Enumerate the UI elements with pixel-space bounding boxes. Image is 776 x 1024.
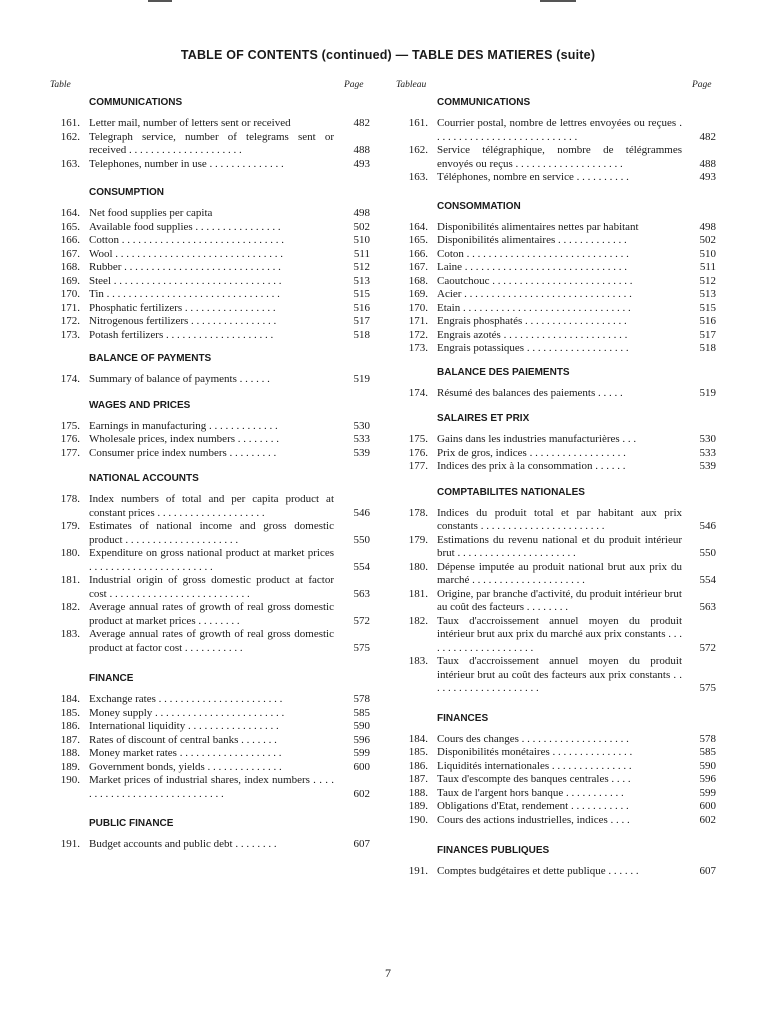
entry-title: Rubber . . . . . . . . . . . . . . . . . . . . . . . . . . . . . xyxy=(89,261,281,273)
table-number: 176. xyxy=(60,433,80,445)
left-table-header: Table xyxy=(50,80,71,90)
toc-entry[interactable] xyxy=(50,221,370,235)
section-heading: COMPTABILITES NATIONALES xyxy=(437,486,585,498)
entry-title: Engrais potassiques . . . . . . . . . . . . . . . . . . . xyxy=(437,342,629,354)
toc-entry[interactable] xyxy=(398,261,716,275)
section-heading: BALANCE DES PAIEMENTS xyxy=(437,366,570,378)
toc-entry[interactable] xyxy=(50,261,370,275)
english-column xyxy=(50,92,370,852)
page-ref: 563 xyxy=(699,601,716,613)
table-number: 189. xyxy=(60,760,80,773)
toc-entry[interactable] xyxy=(50,720,370,734)
toc-entry[interactable] xyxy=(398,248,716,262)
table-number: 174. xyxy=(60,373,80,385)
table-number: 161. xyxy=(408,117,428,129)
toc-entry[interactable] xyxy=(398,865,716,879)
section-heading: FINANCES PUBLIQUES xyxy=(437,845,550,856)
entry-title: Cours des actions industrielles, indices . . . . xyxy=(437,813,630,826)
entry-title: Liquidités internationales . . . . . . . . . . . . . . . xyxy=(437,759,632,772)
toc-section xyxy=(398,484,716,696)
table-number: 168. xyxy=(408,274,428,287)
table-number: 173. xyxy=(408,342,428,354)
entry-title: Taux de l'argent hors banque . . . . . . . . . . . xyxy=(437,786,624,799)
page-ref: 513 xyxy=(699,288,716,300)
toc-entry[interactable] xyxy=(50,433,370,447)
table-number: 188. xyxy=(60,747,80,759)
table-number: 177. xyxy=(60,446,80,459)
toc-entry[interactable] xyxy=(50,117,370,131)
entry-title: Telegraph service, number of telegrams sent or received . . . . . . . . . . . . . . . . . . . . . xyxy=(89,130,334,156)
toc-entry[interactable] xyxy=(398,787,716,801)
toc-entry[interactable] xyxy=(398,760,716,774)
table-number: 172. xyxy=(60,315,80,327)
toc-entry[interactable] xyxy=(398,221,716,235)
entry-title: Cotton . . . . . . . . . . . . . . . . . . . . . . . . . . . . . . xyxy=(89,234,284,246)
table-number: 168. xyxy=(60,261,80,273)
entry-title: Expenditure on gross national product at market prices . . . . . . . . . . . . . . . . . . . . . . . xyxy=(89,547,334,573)
entry-title: Summary of balance of payments . . . . . . xyxy=(89,373,270,385)
page-ref: 554 xyxy=(699,574,716,586)
entry-title: Steel . . . . . . . . . . . . . . . . . . . . . . . . . . . . . . . xyxy=(89,274,282,287)
toc-entry[interactable] xyxy=(398,561,716,588)
table-number: 174. xyxy=(408,386,428,399)
entry-title: Index numbers of total and per capita product at constant prices . . . . . . . . . . . . . . . . . . . . xyxy=(89,493,334,519)
toc-entry[interactable] xyxy=(50,447,370,461)
toc-entry[interactable] xyxy=(398,655,716,696)
table-number: 178. xyxy=(408,506,428,519)
entry-title: Average annual rates of growth of real gross domestic product at factor cost . . . . . . . . . . . xyxy=(89,628,334,654)
entry-title: Wool . . . . . . . . . . . . . . . . . . . . . . . . . . . . . . . xyxy=(89,247,284,260)
toc-entry[interactable] xyxy=(50,838,370,852)
toc-entry[interactable] xyxy=(398,447,716,461)
section-heading: FINANCES xyxy=(437,712,489,724)
table-number: 190. xyxy=(408,813,428,826)
toc-entry[interactable] xyxy=(398,315,716,329)
page-ref: 488 xyxy=(353,144,370,156)
page-ref: 550 xyxy=(699,547,716,559)
table-number: 184. xyxy=(60,693,80,705)
entry-title: Government bonds, yields . . . . . . . . . . . . . . xyxy=(89,760,282,773)
toc-entry[interactable] xyxy=(398,288,716,302)
right-table-header: Tableau xyxy=(396,80,427,90)
right-page-header: Page xyxy=(692,80,712,90)
page-ref: 539 xyxy=(699,460,716,472)
table-number: 162. xyxy=(408,144,428,156)
toc-section xyxy=(50,184,370,342)
entry-title: Estimations du revenu national et du produit intérieur brut . . . . . . . . . . . . . . . . . . . . . . xyxy=(437,533,682,559)
page-title: TABLE OF CONTENTS (continued) — TABLE DES MATIERES (suite) xyxy=(180,48,596,62)
table-number: 182. xyxy=(60,601,80,613)
page-ref: 533 xyxy=(353,433,370,445)
toc-entry[interactable] xyxy=(50,315,370,329)
toc-entry[interactable] xyxy=(398,387,716,401)
toc-entry[interactable] xyxy=(50,707,370,721)
entry-title: Average annual rates of growth of real gross domestic product at market prices . . . . . . . . xyxy=(89,601,334,627)
toc-section xyxy=(50,470,370,655)
toc-entry[interactable] xyxy=(50,761,370,775)
page-ref: 515 xyxy=(699,301,716,314)
entry-title: Letter mail, number of letters sent or received xyxy=(89,117,291,129)
top-rule-left xyxy=(148,0,172,2)
toc-section xyxy=(50,94,370,171)
page-ref: 554 xyxy=(353,560,370,573)
toc-entry[interactable] xyxy=(50,248,370,262)
entry-title: Téléphones, nombre en service . . . . . . . . . . xyxy=(437,171,629,183)
entry-title: Laine . . . . . . . . . . . . . . . . . . . . . . . . . . . . . . xyxy=(437,261,628,273)
page-ref: 563 xyxy=(353,587,370,600)
entry-title: Available food supplies . . . . . . . . . . . . . . . . xyxy=(89,220,281,233)
table-number: 170. xyxy=(60,288,80,300)
page-ref: 572 xyxy=(353,614,370,627)
table-number: 166. xyxy=(60,234,80,246)
table-number: 182. xyxy=(408,614,428,627)
entry-title: Money supply . . . . . . . . . . . . . . . . . . . . . . . . xyxy=(89,706,285,719)
section-heading: BALANCE OF PAYMENTS xyxy=(89,353,212,364)
page-ref: 596 xyxy=(353,733,370,746)
entry-title: Phosphatic fertilizers . . . . . . . . . . . . . . . . . xyxy=(89,301,276,314)
entry-title: Service télégraphique, nombre de télégrammes envoyés ou reçus . . . . . . . . . . . . . . . . . . . . xyxy=(437,144,682,170)
page-ref: 539 xyxy=(353,446,370,459)
section-heading: WAGES AND PRICES xyxy=(89,399,191,411)
toc-entry[interactable] xyxy=(50,207,370,221)
section-heading: COMMUNICATIONS xyxy=(437,97,531,108)
entry-title: Net food supplies per capita xyxy=(89,207,213,219)
page-ref: 511 xyxy=(699,261,716,273)
table-number: 190. xyxy=(60,774,80,786)
table-number: 167. xyxy=(408,261,428,273)
table-number: 179. xyxy=(60,520,80,532)
toc-entry[interactable] xyxy=(50,693,370,707)
entry-title: Etain . . . . . . . . . . . . . . . . . . . . . . . . . . . . . . . xyxy=(437,301,631,314)
entry-title: Caoutchouc . . . . . . . . . . . . . . . . . . . . . . . . . . xyxy=(437,274,633,287)
toc-entry[interactable] xyxy=(398,117,716,144)
entry-title: Origine, par branche d'activité, du produit intérieur brut au coût des facteurs . . . . . . . . xyxy=(437,587,682,613)
toc-entry[interactable] xyxy=(398,534,716,561)
toc-section xyxy=(398,710,716,828)
page-ref: 519 xyxy=(699,386,716,399)
toc-entry[interactable] xyxy=(50,329,370,343)
table-number: 187. xyxy=(60,733,80,746)
table-number: 180. xyxy=(60,547,80,559)
table-number: 161. xyxy=(60,117,80,129)
page-ref: 596 xyxy=(699,773,716,785)
toc-entry[interactable] xyxy=(398,144,716,171)
toc-section xyxy=(398,364,716,401)
entry-title: Comptes budgétaires et dette publique . . . . . . xyxy=(437,865,639,877)
entry-title: Taux d'escompte des banques centrales . . . . xyxy=(437,773,631,785)
entry-title: Indices du produit total et par habitant aux prix constants . . . . . . . . . . . . . . . . . . . . . . . xyxy=(437,506,682,532)
page-ref: 590 xyxy=(699,759,716,772)
page-ref: 517 xyxy=(353,315,370,327)
entry-title: Acier . . . . . . . . . . . . . . . . . . . . . . . . . . . . . . . xyxy=(437,288,632,300)
page-ref: 518 xyxy=(699,342,716,354)
page-ref: 510 xyxy=(699,247,716,260)
page-ref: 498 xyxy=(699,220,716,233)
entry-title: Indices des prix à la consommation . . . . . . xyxy=(437,460,626,472)
entry-title: Disponibilités alimentaires nettes par habitant xyxy=(437,220,639,233)
entry-title: Exchange rates . . . . . . . . . . . . . . . . . . . . . . . xyxy=(89,693,283,705)
toc-entry[interactable] xyxy=(398,814,716,828)
toc-entry[interactable] xyxy=(398,433,716,447)
toc-entry[interactable] xyxy=(50,234,370,248)
section-heading: NATIONAL ACCOUNTS xyxy=(89,473,199,484)
page-ref: 546 xyxy=(699,520,716,532)
table-number: 185. xyxy=(60,706,80,719)
section-heading: PUBLIC FINANCE xyxy=(89,818,174,829)
section-heading: COMMUNICATIONS xyxy=(89,97,183,108)
page-ref: 585 xyxy=(699,746,716,758)
french-column xyxy=(398,92,716,879)
page-ref: 518 xyxy=(353,328,370,341)
table-number: 178. xyxy=(60,493,80,505)
page-ref: 482 xyxy=(699,130,716,143)
entry-title: Taux d'accroissement annuel moyen du produit intérieur brut aux prix du marché aux prix constants . . . . . . . . . . . . . . . . . . . . . xyxy=(437,614,682,654)
table-number: 173. xyxy=(60,328,80,341)
entry-title: Money market rates . . . . . . . . . . . . . . . . . . . xyxy=(89,747,282,759)
toc-entry[interactable] xyxy=(50,747,370,761)
section-heading: FINANCE xyxy=(89,673,134,684)
toc-entry[interactable] xyxy=(50,601,370,628)
table-number: 165. xyxy=(408,234,428,246)
toc-entry[interactable] xyxy=(50,774,370,801)
entry-title: Nitrogenous fertilizers . . . . . . . . . . . . . . . . xyxy=(89,315,277,327)
table-number: 169. xyxy=(60,274,80,287)
toc-section xyxy=(398,410,716,474)
entry-title: Estimates of national income and gross domestic product . . . . . . . . . . . . . . . . . . . . . xyxy=(89,520,334,546)
table-number: 181. xyxy=(60,574,80,586)
top-rule-right xyxy=(540,0,576,2)
page-ref: 575 xyxy=(699,682,716,694)
section-heading: CONSUMPTION xyxy=(89,187,164,198)
table-number: 188. xyxy=(408,786,428,799)
page-ref: 516 xyxy=(699,315,716,327)
page-ref: 498 xyxy=(353,207,370,219)
toc-section xyxy=(50,350,370,387)
toc-section xyxy=(50,815,370,852)
entry-title: Coton . . . . . . . . . . . . . . . . . . . . . . . . . . . . . . xyxy=(437,247,629,260)
page-ref: 599 xyxy=(353,747,370,759)
toc-section xyxy=(50,397,370,461)
page-ref: 550 xyxy=(353,533,370,546)
page-ref: 585 xyxy=(353,706,370,719)
toc-entry[interactable] xyxy=(50,373,370,387)
table-number: 169. xyxy=(408,288,428,300)
page-ref: 599 xyxy=(699,786,716,799)
table-number: 185. xyxy=(408,746,428,758)
toc-entry[interactable] xyxy=(50,734,370,748)
page-ref: 607 xyxy=(699,865,716,877)
table-number: 191. xyxy=(60,838,80,850)
page-ref: 602 xyxy=(699,813,716,826)
page-ref: 600 xyxy=(353,760,370,773)
entry-title: Courrier postal, nombre de lettres envoyées ou reçues . . . . . . . . . . . . . . . . . . . . . . . . . . . xyxy=(437,117,682,143)
entry-title: Cours des changes . . . . . . . . . . . . . . . . . . . . xyxy=(437,732,629,745)
toc-entry[interactable] xyxy=(398,275,716,289)
entry-title: Prix de gros, indices . . . . . . . . . . . . . . . . . . xyxy=(437,446,626,459)
table-number: 183. xyxy=(408,655,428,667)
table-number: 175. xyxy=(408,433,428,445)
toc-entry[interactable] xyxy=(50,131,370,158)
page-ref: 502 xyxy=(353,220,370,233)
page-ref: 590 xyxy=(353,720,370,732)
page-ref: 510 xyxy=(353,234,370,246)
table-number: 163. xyxy=(60,157,80,170)
page-ref: 515 xyxy=(353,288,370,300)
page-number: 7 xyxy=(385,966,391,980)
page-ref: 493 xyxy=(699,171,716,183)
page-ref: 516 xyxy=(353,301,370,314)
page-ref: 513 xyxy=(353,274,370,287)
page-ref: 512 xyxy=(699,274,716,287)
toc-entry[interactable] xyxy=(50,420,370,434)
page-ref: 546 xyxy=(353,506,370,519)
table-number: 171. xyxy=(60,301,80,314)
table-number: 184. xyxy=(408,732,428,745)
toc-entry[interactable] xyxy=(398,234,716,248)
toc-entry[interactable] xyxy=(398,302,716,316)
page-ref: 572 xyxy=(699,641,716,654)
entry-title: Rates of discount of central banks . . . . . . . xyxy=(89,733,277,746)
toc-entry[interactable] xyxy=(50,547,370,574)
entry-title: Dépense imputée au produit national brut aux prix du marché . . . . . . . . . . . . . . . . . . . . . xyxy=(437,560,682,586)
toc-entry[interactable] xyxy=(50,275,370,289)
table-number: 172. xyxy=(408,328,428,341)
toc-section xyxy=(398,842,716,879)
table-number: 180. xyxy=(408,560,428,573)
table-number: 183. xyxy=(60,628,80,640)
toc-entry[interactable] xyxy=(398,746,716,760)
table-number: 186. xyxy=(408,759,428,772)
toc-entry[interactable] xyxy=(50,302,370,316)
table-number: 187. xyxy=(408,773,428,785)
entry-title: Telephones, number in use . . . . . . . . . . . . . . xyxy=(89,157,284,170)
entry-title: Industrial origin of gross domestic product at factor cost . . . . . . . . . . . . . . . . . . . . . . . . . . xyxy=(89,574,334,600)
page-ref: 502 xyxy=(699,234,716,246)
page-ref: 600 xyxy=(699,800,716,812)
entry-title: Disponibilités monétaires . . . . . . . . . . . . . . . xyxy=(437,746,633,758)
entry-title: Disponibilités alimentaires . . . . . . . . . . . . . xyxy=(437,234,627,246)
table-number: 170. xyxy=(408,301,428,314)
page-ref: 511 xyxy=(353,247,370,260)
toc-entry[interactable] xyxy=(398,507,716,534)
toc-entry[interactable] xyxy=(398,615,716,656)
table-number: 164. xyxy=(60,207,80,219)
table-number: 171. xyxy=(408,315,428,327)
table-number: 186. xyxy=(60,720,80,732)
page-ref: 482 xyxy=(353,117,370,129)
toc-entry[interactable] xyxy=(398,329,716,343)
entry-title: Earnings in manufacturing . . . . . . . . . . . . . xyxy=(89,419,278,432)
table-number: 162. xyxy=(60,130,80,143)
page-ref: 488 xyxy=(699,157,716,170)
toc-entry[interactable] xyxy=(398,588,716,615)
entry-title: Taux d'accroissement annuel moyen du produit intérieur brut au coût des facteurs aux prix constants . . . . . . . . . . . . . . . . . . . . . xyxy=(437,655,682,694)
toc-entry[interactable] xyxy=(398,342,716,356)
toc-entry[interactable] xyxy=(398,773,716,787)
entry-title: Consumer price index numbers . . . . . . . . . xyxy=(89,446,277,459)
toc-entry[interactable] xyxy=(50,628,370,655)
page-ref: 517 xyxy=(699,328,716,341)
entry-title: Obligations d'Etat, rendement . . . . . . . . . . . xyxy=(437,800,629,812)
table-number: 165. xyxy=(60,220,80,233)
table-number: 179. xyxy=(408,533,428,546)
page-ref: 519 xyxy=(353,373,370,385)
toc-section xyxy=(398,198,716,356)
page-ref: 530 xyxy=(353,419,370,432)
toc-entry[interactable] xyxy=(398,733,716,747)
entry-title: Budget accounts and public debt . . . . . . . . xyxy=(89,838,277,850)
table-number: 176. xyxy=(408,446,428,459)
toc-entry[interactable] xyxy=(50,288,370,302)
entry-title: Gains dans les industries manufacturières . . . xyxy=(437,433,637,445)
table-number: 164. xyxy=(408,220,428,233)
section-heading: CONSOMMATION xyxy=(437,200,521,212)
toc-entry[interactable] xyxy=(398,171,716,185)
section-heading: SALAIRES ET PRIX xyxy=(437,413,530,424)
toc-entry[interactable] xyxy=(50,493,370,520)
page-ref: 575 xyxy=(353,641,370,654)
table-number: 163. xyxy=(408,171,428,183)
page-ref: 493 xyxy=(353,157,370,170)
left-page-header: Page xyxy=(344,80,364,90)
entry-title: Engrais phosphatés . . . . . . . . . . . . . . . . . . . xyxy=(437,315,627,327)
table-number: 166. xyxy=(408,247,428,260)
entry-title: Tin . . . . . . . . . . . . . . . . . . . . . . . . . . . . . . . . xyxy=(89,288,280,300)
toc-section xyxy=(50,670,370,801)
toc-section xyxy=(398,94,716,185)
table-number: 177. xyxy=(408,460,428,472)
page-ref: 602 xyxy=(353,787,370,800)
entry-title: Potash fertilizers . . . . . . . . . . . . . . . . . . . . xyxy=(89,328,274,341)
table-number: 175. xyxy=(60,419,80,432)
page-ref: 530 xyxy=(699,433,716,445)
toc-entry[interactable] xyxy=(398,460,716,474)
entry-title: International liquidity . . . . . . . . . . . . . . . . . xyxy=(89,720,279,732)
page-ref: 533 xyxy=(699,446,716,459)
table-number: 189. xyxy=(408,800,428,812)
table-number: 167. xyxy=(60,247,80,260)
toc-entry[interactable] xyxy=(50,520,370,547)
toc-entry[interactable] xyxy=(50,158,370,172)
page-ref: 578 xyxy=(699,732,716,745)
page-ref: 607 xyxy=(353,838,370,850)
page-ref: 512 xyxy=(353,261,370,273)
toc-entry[interactable] xyxy=(398,800,716,814)
toc-entry[interactable] xyxy=(50,574,370,601)
entry-title: Résumé des balances des paiements . . . . . xyxy=(437,386,623,399)
entry-title: Wholesale prices, index numbers . . . . . . . . xyxy=(89,433,280,445)
page-ref: 578 xyxy=(353,693,370,705)
table-number: 191. xyxy=(408,865,428,877)
entry-title: Market prices of industrial shares, index numbers . . . . . . . . . . . . . . . . . . . . . . . . . . . . . xyxy=(89,774,334,800)
table-number: 181. xyxy=(408,587,428,600)
entry-title: Engrais azotés . . . . . . . . . . . . . . . . . . . . . . . xyxy=(437,328,628,341)
